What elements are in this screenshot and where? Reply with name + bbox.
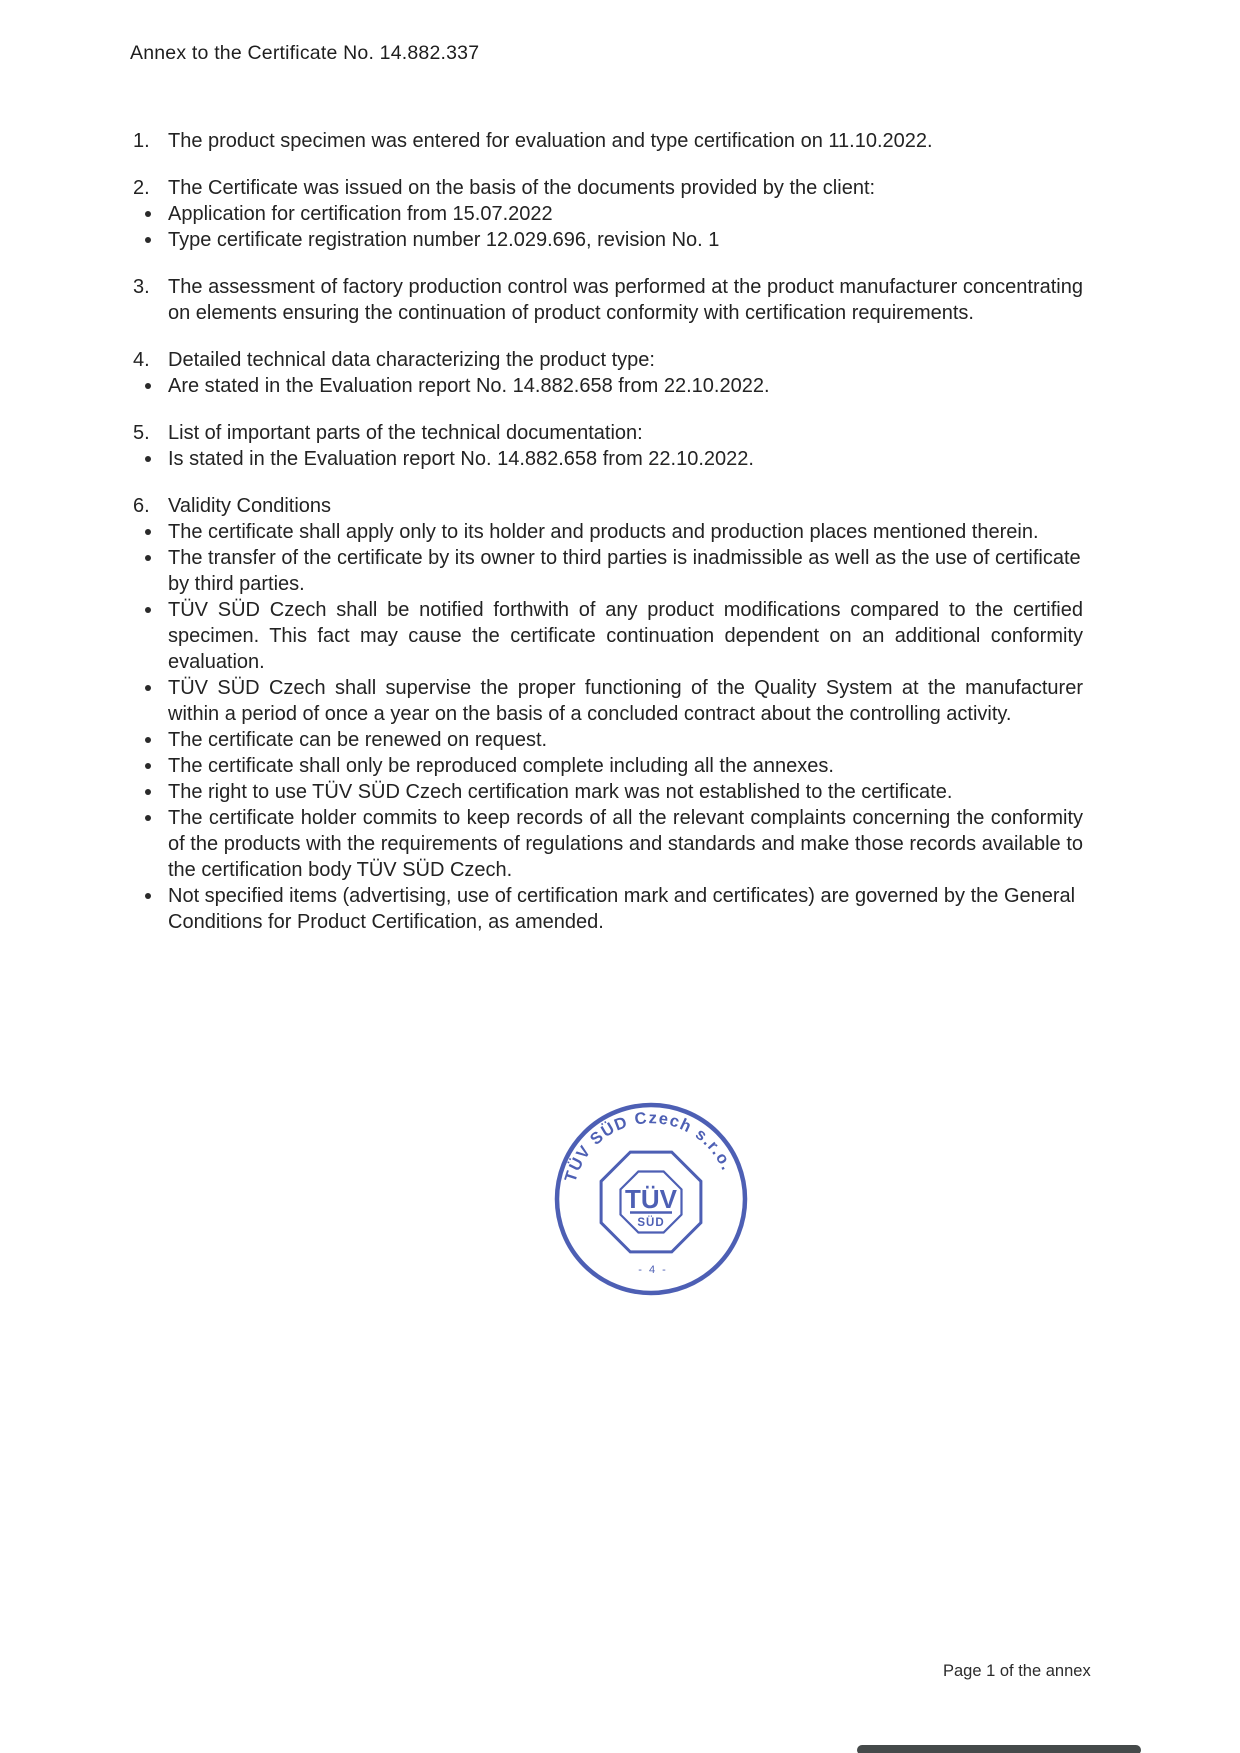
bullet-item [133,753,1083,779]
list-item [133,420,1083,472]
bullet-item [133,519,1083,545]
stamp-ring-text: TÜV SÜD Czech s.r.o. [561,1109,737,1185]
bullet-item [133,373,1083,399]
list-item [133,274,1083,326]
bullet-dot [145,789,151,795]
item-number: 1. [133,130,150,152]
document-body [133,128,1083,956]
bullet-text: The transfer of the certificate by its owner to third parties is inadmissible as well as the use of certificate by third parties. [168,547,1081,595]
stamp-seal-icon [551,1099,751,1299]
bullet-text: The right to use TÜV SÜD Czech certification mark was not established to the certificate. [168,781,953,803]
bullet-text: Are stated in the Evaluation report No. 14.882.658 from 22.10.2022. [168,375,770,397]
item-text: The Certificate was issued on the basis of the documents provided by the client: [168,177,876,199]
bullet-item [133,779,1083,805]
bullet-dot [145,529,151,535]
bullet-item [133,675,1083,727]
list-item [133,347,1083,399]
bullet-item [133,201,1083,227]
list-item [133,175,1083,253]
bullet-dot [145,737,151,743]
item-text: List of important parts of the technical documentation: [168,422,643,444]
bullet-item [133,597,1083,675]
bullet-item [133,446,1083,472]
bullet-text: TÜV SÜD Czech shall be notified forthwith of any product modifications compared to the certified specimen. This fact may cause the certificate continuation dependent on an additional conformity evaluation. [168,599,1083,673]
item-text: Detailed technical data characterizing the product type: [168,349,655,371]
item-number: 4. [133,349,150,371]
bullet-item [133,545,1083,597]
scan-edge-bar [857,1745,1141,1753]
page-number-label: Page 1 of the annex [943,1662,1091,1680]
item-text: The assessment of factory production control was performed at the product manufacturer concentrating on elements ensuring the continuation of product conformity with certification requirements. [168,276,1083,324]
bullet-dot [145,893,151,899]
bullet-item [133,805,1083,883]
item-text: Validity Conditions [168,495,332,517]
tuv-sud-stamp [551,1099,751,1299]
bullet-dot [145,555,151,561]
document-title: Annex to the Certificate No. 14.882.337 [130,42,480,64]
bullet-dot [145,685,151,691]
bullet-text: The certificate holder commits to keep records of all the relevant complaints concerning the conformity of the products with the requirements of regulations and standards and make those records available to the certification body TÜV SÜD Czech. [168,807,1083,881]
bullet-text: The certificate can be renewed on request. [168,729,548,751]
bullet-dot [145,237,151,243]
bullet-text: The certificate shall only be reproduced complete including all the annexes. [168,755,834,777]
item-number: 2. [133,177,150,199]
list-item [133,493,1083,935]
svg-text:TÜV SÜD Czech s.r.o. [562,1109,737,1184]
bullet-text: Type certificate registration number 12.029.696, revision No. 1 [168,229,720,251]
bullet-text: Application for certification from 15.07.2022 [168,203,553,225]
stamp-logo-tuv: TÜV [625,1184,677,1214]
bullet-item [133,227,1083,253]
bullet-text: Is stated in the Evaluation report No. 14.882.658 from 22.10.2022. [168,448,754,470]
bullet-text: The certificate shall apply only to its holder and products and production places mentioned therein. [168,521,1039,543]
bullet-text: Not specified items (advertising, use of certification mark and certificates) are governed by the General Conditions for Product Certification, as amended. [168,885,1076,933]
item-number: 6. [133,495,150,517]
bullet-dot [145,456,151,462]
bullet-item [133,727,1083,753]
bullet-item [133,883,1083,935]
item-text: The product specimen was entered for evaluation and type certification on 11.10.2022. [168,130,933,152]
bullet-dot [145,815,151,821]
bullet-dot [145,607,151,613]
item-number: 5. [133,422,150,444]
bullet-dot [145,763,151,769]
stamp-logo-sud: SÜD [637,1217,665,1229]
list-item [133,128,1083,154]
bullet-text: TÜV SÜD Czech shall supervise the proper functioning of the Quality System at the manufacturer within a period of once a year on the basis of a concluded contract about the controlling activity. [168,677,1083,725]
bullet-dot [145,211,151,217]
item-number: 3. [133,276,150,298]
bullet-dot [145,383,151,389]
stamp-page-mark: - 4 - [638,1264,668,1276]
